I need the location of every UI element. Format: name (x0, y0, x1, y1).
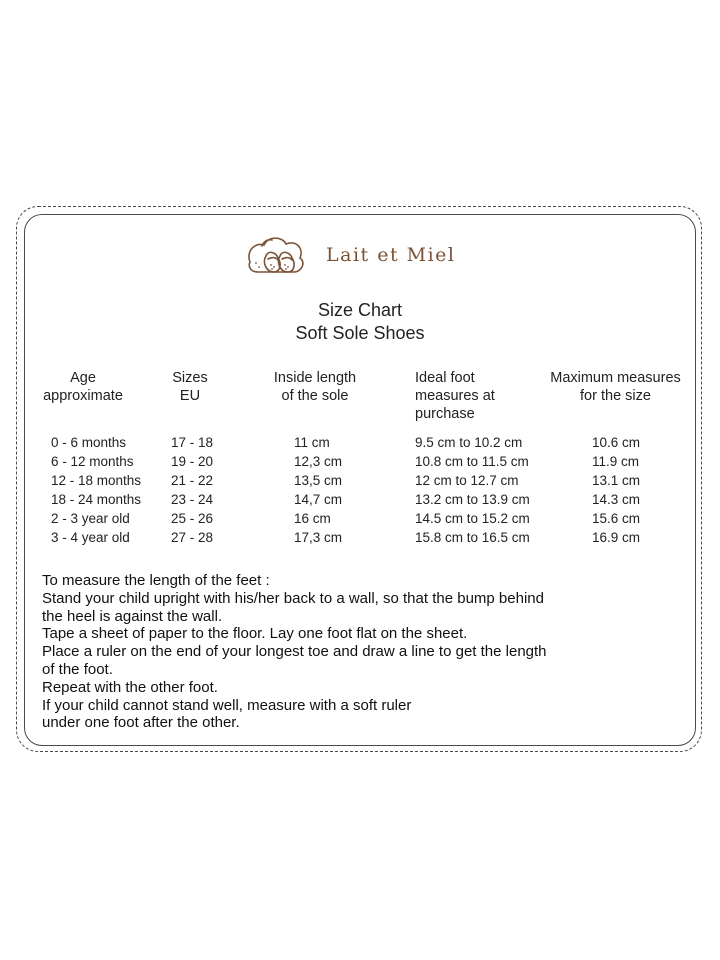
table-row: 18 - 24 months 23 - 24 14,7 cm 13.2 cm to 13.9 cm 14.3 cm (51, 492, 641, 507)
instruction-line: the heel is against the wall. (42, 607, 223, 625)
brand-logo (244, 232, 455, 278)
header-age: Age approximate (43, 370, 123, 404)
instruction-line: of the foot. (42, 660, 113, 678)
table-row: 3 - 4 year old 27 - 28 17,3 cm 15.8 cm to 16.5 cm 16.9 cm (51, 530, 641, 545)
header-ideal-foot: Ideal foot measures at purchase (415, 370, 495, 422)
brand-name: Lait et Miel (326, 244, 456, 266)
baby-shoes-icon (244, 232, 318, 278)
table-row: 12 - 18 months 21 - 22 13,5 cm 12 cm to 12.7 cm 13.1 cm (51, 473, 641, 488)
measuring-instructions (42, 572, 672, 732)
header-sizes: Sizes EU (172, 370, 208, 404)
instruction-line: Stand your child upright with his/her back to a wall, so that the bump behind (42, 589, 544, 607)
table-row: 6 - 12 months 19 - 20 12,3 cm 10.8 cm to 11.5 cm 11.9 cm (51, 454, 640, 469)
table-row: 2 - 3 year old 25 - 26 16 cm 14.5 cm to 15.2 cm 15.6 cm (51, 511, 641, 526)
instruction-line: Tape a sheet of paper to the floor. Lay one foot flat on the sheet. (42, 625, 468, 643)
table-row: 0 - 6 months 17 - 18 11 cm 9.5 cm to 10.2 cm 10.6 cm (51, 435, 641, 450)
instruction-line: under one foot after the other. (42, 714, 240, 732)
chart-title: Size Chart (317, 300, 403, 320)
instruction-line: Repeat with the other foot. (42, 678, 218, 696)
header-inside-length: Inside length of the sole (273, 370, 357, 404)
instruction-line: To measure the length of the feet : (42, 572, 270, 589)
instruction-line: If your child cannot stand well, measure with a soft ruler (42, 696, 412, 714)
header-maximum-measures: Maximum measures for the size (550, 370, 681, 404)
instruction-line: Place a ruler on the end of your longest toe and draw a line to get the length (42, 643, 547, 661)
chart-subtitle: Soft Sole Shoes (295, 323, 425, 343)
